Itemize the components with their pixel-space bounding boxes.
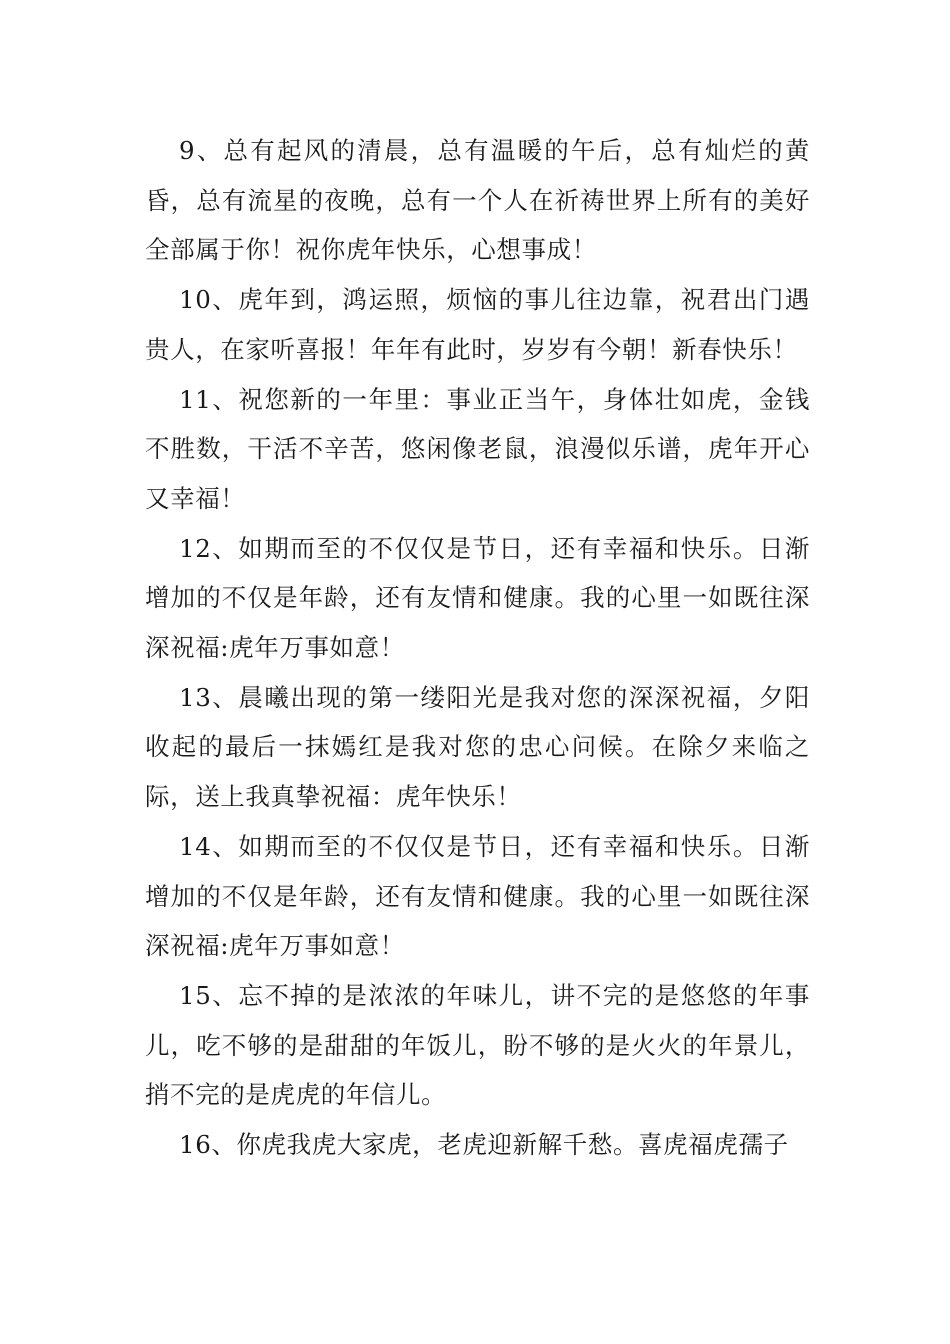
paragraph-9: 9、总有起风的清晨，总有温暖的午后，总有灿烂的黄昏，总有流星的夜晚，总有一个人在祈祷世界上所有的美好全部属于你！祝你虎年快乐，心想事成！ [145, 136, 810, 265]
paragraph-15: 15、忘不掉的是浓浓的年味儿，讲不完的是悠悠的年事儿，吃不够的是甜甜的年饭儿，盼不够的是火火的年景儿，捎不完的是虎虎的年信儿。 [145, 980, 810, 1110]
paragraph-16: 16、你虎我虎大家虎，老虎迎新解千愁。喜虎福虎孺子 [179, 1130, 789, 1160]
document-body [145, 126, 810, 1170]
paragraph-10: 10、虎年到，鸿运照，烦恼的事儿往边靠，祝君出门遇贵人，在家听喜报！年年有此时，岁岁有今朝！新春快乐！ [145, 285, 810, 364]
paragraph-12: 12、如期而至的不仅仅是节日，还有幸福和快乐。日渐增加的不仅是年龄，还有友情和健康。我的心里一如既往深深祝福:虎年万事如意！ [145, 533, 810, 663]
paragraph-13: 13、晨曦出现的第一缕阳光是我对您的深深祝福，夕阳收起的最后一抹嫣红是我对您的忠心问候。在除夕来临之际，送上我真挚祝福：虎年快乐！ [145, 682, 810, 812]
paragraph-14: 14、如期而至的不仅仅是节日，还有幸福和快乐。日渐增加的不仅是年龄，还有友情和健康。我的心里一如既往深深祝福:虎年万事如意！ [145, 831, 810, 961]
paragraph-11: 11、祝您新的一年里：事业正当午，身体壮如虎，金钱不胜数，干活不辛苦，悠闲像老鼠，浪漫似乐谱，虎年开心又幸福！ [145, 384, 810, 513]
